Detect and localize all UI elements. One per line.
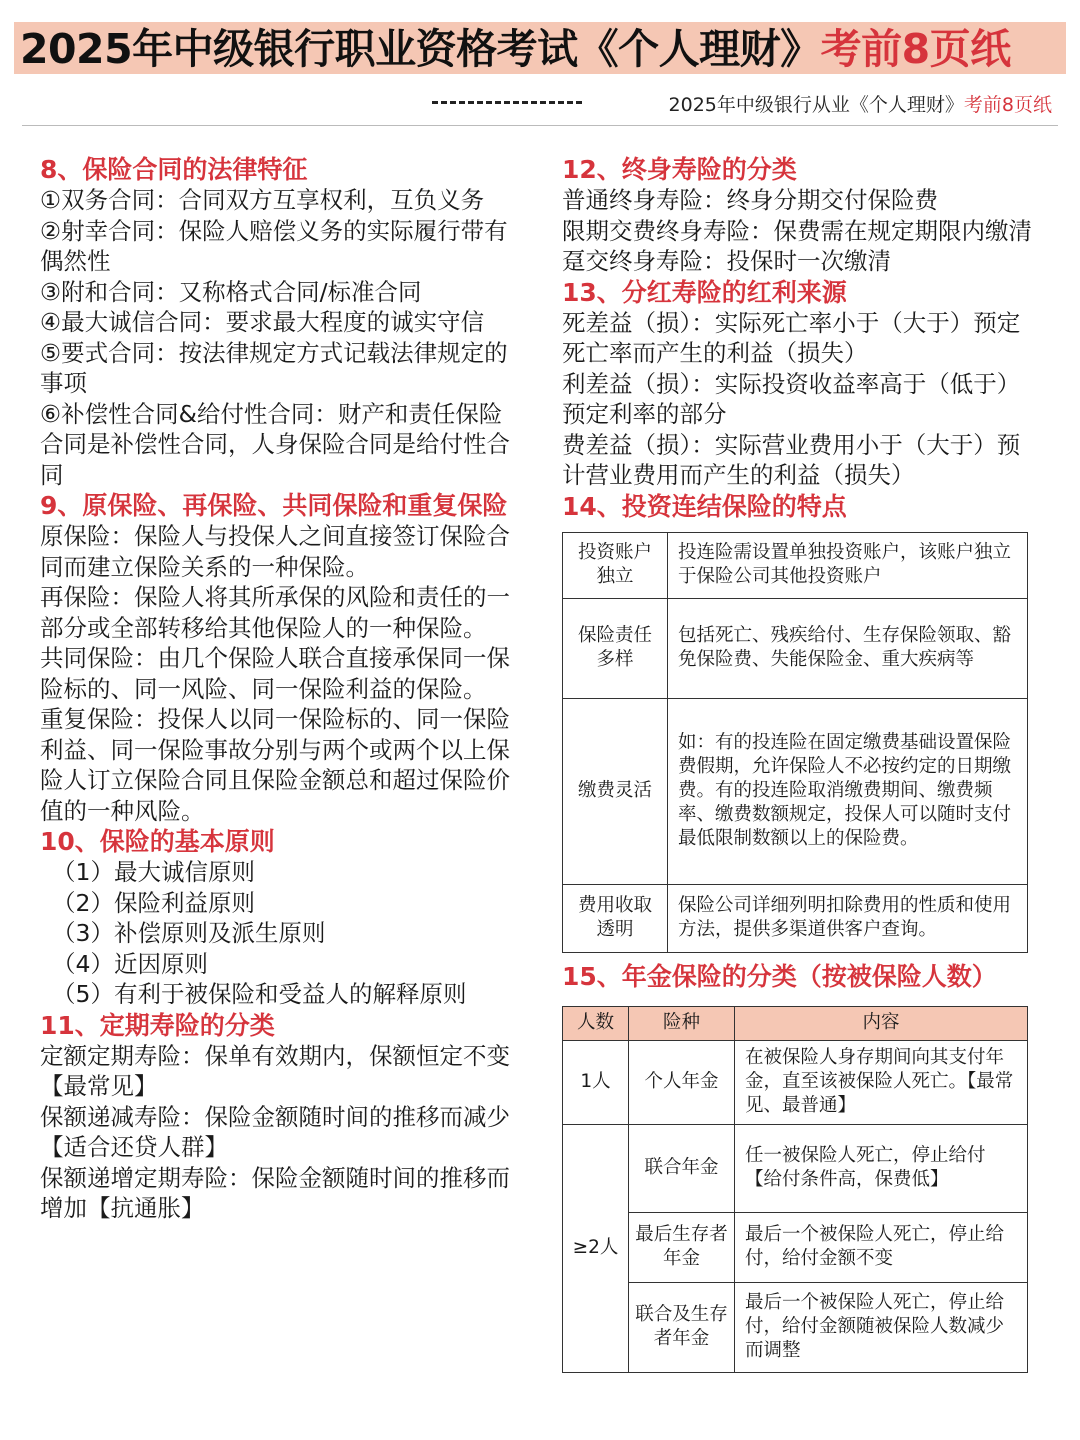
- section-9: [40, 490, 524, 826]
- section-heading: 13、分红寿险的红利来源: [562, 277, 847, 307]
- investment-linked-table: [562, 532, 1028, 953]
- section-line: ⑥补偿性合同&给付性合同：财产和责任保险合同是补偿性合同，人身保险合同是给付性合同: [40, 399, 510, 489]
- section-11: [40, 1010, 524, 1224]
- table-row: [563, 884, 1028, 952]
- section-line: ①双务合同：合同双方互享权利，互负义务: [40, 186, 485, 214]
- table-header-cell: 内容: [735, 1006, 1028, 1040]
- table-row: [563, 598, 1028, 698]
- content-cell: 在被保险人身存期间向其支付年金，直至该被保险人死亡。【最常见、最普通】: [735, 1040, 1028, 1124]
- section-line: 死差益（损）：实际死亡率小于（大于）预定死亡率而产生的利益（损失）: [562, 308, 1021, 367]
- section-line: ④最大诚信合同：要求最大程度的诚实守信: [40, 308, 485, 336]
- type-cell: 个人年金: [629, 1040, 735, 1124]
- section-line: 重复保险：投保人以同一保险标的、同一保险利益、同一保险事故分别与两个或两个以上保险人订立保险合同且保险金额总和超过保险价值的一种风险。: [40, 705, 510, 825]
- section-line: 费差益（损）：实际营业费用小于（大于）预计营业费用而产生的利益（损失）: [562, 430, 1021, 489]
- principle-item: （4）近因原则: [52, 949, 208, 978]
- principle-item: （3）补偿原则及派生原则: [52, 919, 326, 947]
- principle-item: （5）有利于被保险和受益人的解释原则: [52, 980, 467, 1008]
- section-13: [562, 277, 1040, 491]
- page-subtitle: [669, 90, 1052, 117]
- content-cell: 任一被保险人死亡，停止给付【给付条件高，保费低】: [735, 1124, 1028, 1212]
- section-line: 共同保险：由几个保险人联合直接承保同一保险标的、同一风险、同一保险利益的保险。: [40, 644, 510, 703]
- table-row: [563, 1124, 1028, 1212]
- title-main: 2025年中级银行职业资格考试《个人理财》: [20, 25, 821, 73]
- header-rule: [22, 125, 1058, 126]
- table-header-row: [563, 1006, 1028, 1040]
- section-line: 保额递增定期寿险：保险金额随时间的推移而增加【抗通胀】: [40, 1163, 510, 1222]
- section-12: [562, 154, 1040, 277]
- table-value-cell: 投连险需设置单独投资账户，该账户独立于保险公司其他投资账户: [668, 532, 1028, 598]
- content-cell: 最后一个被保险人死亡，停止给付，给付金额不变: [735, 1212, 1028, 1282]
- table-key-cell: 费用收取透明: [563, 884, 668, 952]
- table-row: [563, 1212, 1028, 1282]
- table-row: [563, 1040, 1028, 1124]
- right-column: [562, 154, 1040, 1373]
- principle-item: （1）最大诚信原则: [52, 858, 255, 886]
- section-heading: 15、年金保险的分类（按被保险人数）: [562, 961, 997, 991]
- annuity-table: [562, 1006, 1028, 1373]
- type-cell: 最后生存者年金: [629, 1212, 735, 1282]
- table-row: [563, 698, 1028, 884]
- section-14: [562, 491, 1040, 953]
- section-line: ②射幸合同：保险人赔偿义务的实际履行带有偶然性: [40, 216, 508, 275]
- section-line: ③附和合同：又称格式合同/标准合同: [40, 277, 422, 306]
- section-line: 趸交终身寿险：投保时一次缴清: [562, 247, 891, 275]
- section-heading: 11、定期寿险的分类: [40, 1010, 275, 1040]
- table-key-cell: 缴费灵活: [563, 698, 668, 884]
- page-header: [0, 0, 1080, 130]
- table-value-cell: 保险公司详细列明扣除费用的性质和使用方法，提供多渠道供客户查询。: [668, 884, 1028, 952]
- section-line: ⑤要式合同：按法律规定方式记载法律规定的事项: [40, 338, 508, 397]
- section-line: 再保险：保险人将其所承保的风险和责任的一部分或全部转移给其他保险人的一种保险。: [40, 583, 510, 642]
- section-10: [40, 826, 524, 1010]
- group-cell: ≥2人: [563, 1124, 629, 1372]
- table-header-cell: 险种: [629, 1006, 735, 1040]
- group-cell: 1人: [563, 1040, 629, 1124]
- dashed-divider: [432, 101, 582, 104]
- section-line: 利差益（损）：实际投资收益率高于（低于）预定利率的部分: [562, 369, 1021, 428]
- section-8: [40, 154, 524, 490]
- table-key-cell: 投资账户独立: [563, 532, 668, 598]
- table-value-cell: 包括死亡、残疾给付、生存保险领取、豁免保险费、失能保险金、重大疾病等: [668, 598, 1028, 698]
- table-row: [563, 532, 1028, 598]
- table-key-cell: 保险责任多样: [563, 598, 668, 698]
- section-heading: 10、保险的基本原则: [40, 827, 275, 856]
- left-column: [40, 154, 524, 1224]
- section-heading: 8、保险合同的法律特征: [40, 155, 308, 184]
- subtitle-accent: 考前8页纸: [963, 94, 1052, 116]
- table-row: [563, 1282, 1028, 1372]
- principle-item: （2）保险利益原则: [52, 888, 255, 917]
- section-heading: 12、终身寿险的分类: [562, 155, 797, 184]
- table-header-cell: 人数: [563, 1006, 629, 1040]
- section-line: 定额定期寿险：保单有效期内，保额恒定不变【最常见】: [40, 1041, 510, 1100]
- section-15: [562, 961, 1040, 1373]
- section-line: 保额递减寿险：保险金额随时间的推移而减少【适合还贷人群】: [40, 1102, 510, 1161]
- content-cell: 最后一个被保险人死亡，停止给付，给付金额随被保险人数减少而调整: [735, 1282, 1028, 1372]
- type-cell: 联合及生存者年金: [629, 1282, 735, 1372]
- page-title: [20, 24, 1011, 74]
- subtitle-main: 2025年中级银行从业《个人理财》: [668, 94, 964, 116]
- section-heading: 9、原保险、再保险、共同保险和重复保险: [40, 491, 508, 520]
- section-heading: 14、投资连结保险的特点: [562, 491, 847, 521]
- type-cell: 联合年金: [629, 1124, 735, 1212]
- title-accent: 考前8页纸: [820, 25, 1011, 73]
- table-value-cell: 如：有的投连险在固定缴费基础设置保险费假期，允许保险人不必按约定的日期缴费。有的投连险取消缴费期间、缴费频率、缴费数额规定，投保人可以随时支付最低限制数额以上的保险费。: [668, 698, 1028, 884]
- section-line: 原保险：保险人与投保人之间直接签订保险合同而建立保险关系的一种保险。: [40, 522, 510, 581]
- section-line: 限期交费终身寿险：保费需在规定期限内缴清: [562, 216, 1032, 245]
- section-line: 普通终身寿险：终身分期交付保险费: [562, 186, 938, 214]
